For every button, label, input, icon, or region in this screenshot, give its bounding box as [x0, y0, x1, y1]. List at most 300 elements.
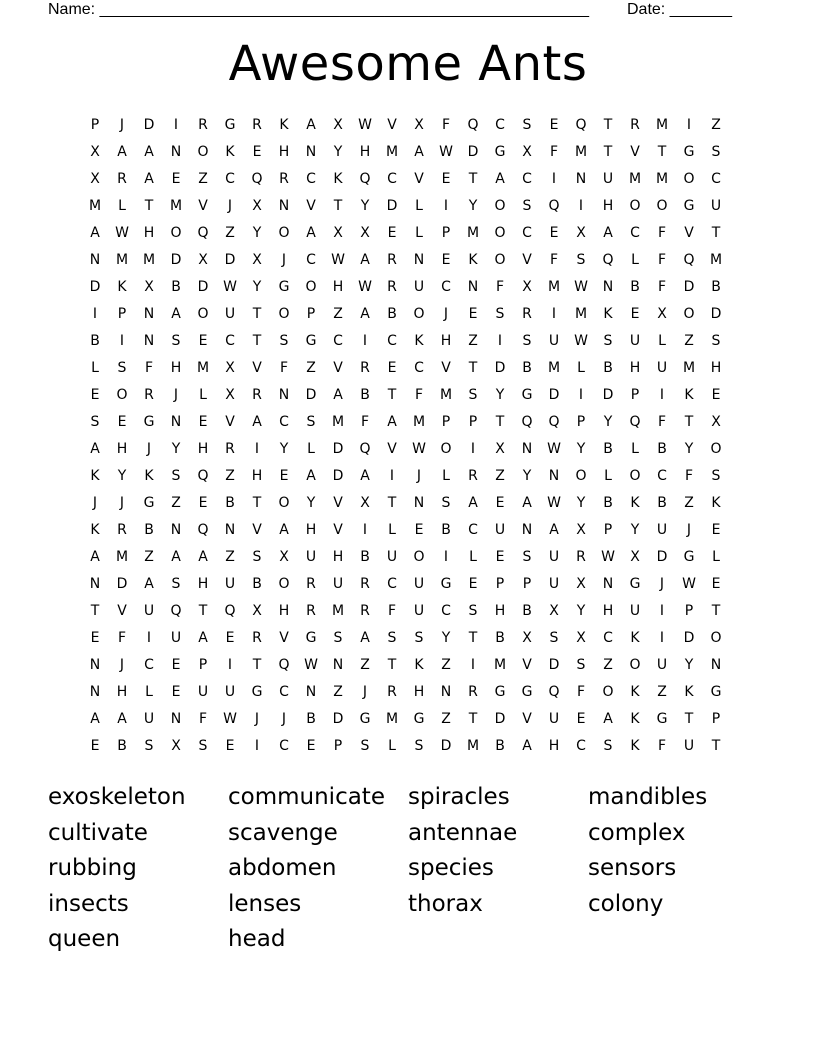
- grid-letter[interactable]: D: [332, 441, 345, 457]
- grid-letter[interactable]: Y: [468, 198, 479, 214]
- grid-letter[interactable]: O: [440, 441, 453, 457]
- grid-letter[interactable]: G: [710, 684, 723, 700]
- grid-letter[interactable]: C: [387, 171, 398, 187]
- grid-letter[interactable]: A: [171, 306, 182, 322]
- grid-letter[interactable]: Q: [521, 414, 534, 430]
- grid-letter[interactable]: R: [360, 360, 371, 376]
- grid-letter[interactable]: T: [711, 603, 722, 619]
- grid-letter[interactable]: L: [577, 360, 586, 376]
- grid-letter[interactable]: M: [709, 252, 724, 268]
- grid-letter[interactable]: G: [413, 711, 426, 727]
- grid-letter[interactable]: Q: [224, 603, 237, 619]
- grid-letter[interactable]: V: [279, 630, 290, 646]
- grid-letter[interactable]: N: [305, 684, 318, 700]
- grid-letter[interactable]: Q: [602, 252, 615, 268]
- grid-letter[interactable]: M: [142, 252, 157, 268]
- grid-letter[interactable]: J: [416, 468, 423, 484]
- grid-letter[interactable]: U: [197, 684, 210, 700]
- grid-letter[interactable]: L: [118, 198, 127, 214]
- grid-letter[interactable]: F: [657, 414, 668, 430]
- grid-letter[interactable]: F: [549, 144, 560, 160]
- grid-letter[interactable]: E: [495, 495, 506, 511]
- grid-letter[interactable]: S: [495, 306, 506, 322]
- grid-letter[interactable]: V: [306, 198, 317, 214]
- grid-letter[interactable]: Y: [306, 495, 317, 511]
- grid-letter[interactable]: T: [468, 360, 479, 376]
- grid-letter[interactable]: C: [657, 468, 668, 484]
- grid-letter[interactable]: H: [629, 360, 642, 376]
- grid-letter[interactable]: J: [146, 441, 153, 457]
- grid-letter[interactable]: M: [466, 225, 481, 241]
- grid-letter[interactable]: I: [551, 306, 558, 322]
- grid-letter[interactable]: N: [548, 468, 561, 484]
- grid-letter[interactable]: T: [198, 603, 209, 619]
- grid-letter[interactable]: X: [171, 738, 182, 754]
- grid-letter[interactable]: D: [548, 657, 561, 673]
- grid-letter[interactable]: B: [252, 576, 263, 592]
- grid-letter[interactable]: H: [197, 576, 210, 592]
- grid-letter[interactable]: Z: [225, 468, 236, 484]
- grid-letter[interactable]: F: [657, 252, 668, 268]
- grid-letter[interactable]: N: [170, 522, 183, 538]
- grid-letter[interactable]: D: [494, 711, 507, 727]
- grid-letter[interactable]: A: [495, 171, 506, 187]
- grid-letter[interactable]: X: [522, 279, 533, 295]
- grid-letter[interactable]: M: [385, 144, 400, 160]
- grid-letter[interactable]: R: [360, 576, 371, 592]
- grid-letter[interactable]: M: [196, 360, 211, 376]
- grid-letter[interactable]: M: [331, 414, 346, 430]
- grid-letter[interactable]: W: [574, 333, 589, 349]
- grid-letter[interactable]: X: [549, 603, 560, 619]
- grid-letter[interactable]: M: [439, 387, 454, 403]
- grid-letter[interactable]: C: [279, 414, 290, 430]
- grid-letter[interactable]: S: [90, 414, 101, 430]
- grid-letter[interactable]: P: [441, 225, 452, 241]
- grid-letter[interactable]: N: [89, 576, 102, 592]
- grid-letter[interactable]: W: [547, 441, 562, 457]
- grid-letter[interactable]: M: [493, 657, 508, 673]
- grid-letter[interactable]: N: [521, 522, 534, 538]
- grid-letter[interactable]: L: [415, 225, 424, 241]
- grid-letter[interactable]: R: [387, 252, 398, 268]
- grid-letter[interactable]: O: [197, 144, 210, 160]
- grid-letter[interactable]: I: [227, 657, 234, 673]
- grid-letter[interactable]: D: [143, 117, 156, 133]
- grid-letter[interactable]: E: [252, 144, 263, 160]
- grid-letter[interactable]: U: [332, 576, 345, 592]
- grid-letter[interactable]: A: [90, 225, 101, 241]
- grid-letter[interactable]: P: [603, 522, 614, 538]
- grid-letter[interactable]: X: [360, 495, 371, 511]
- grid-letter[interactable]: S: [603, 333, 614, 349]
- grid-letter[interactable]: X: [576, 522, 587, 538]
- grid-letter[interactable]: D: [197, 279, 210, 295]
- grid-letter[interactable]: J: [281, 252, 288, 268]
- grid-letter[interactable]: X: [495, 441, 506, 457]
- grid-letter[interactable]: F: [387, 603, 398, 619]
- grid-letter[interactable]: T: [252, 657, 263, 673]
- grid-letter[interactable]: X: [576, 225, 587, 241]
- grid-letter[interactable]: W: [358, 279, 373, 295]
- grid-letter[interactable]: X: [657, 306, 668, 322]
- grid-letter[interactable]: J: [119, 495, 126, 511]
- grid-letter[interactable]: I: [659, 630, 666, 646]
- grid-letter[interactable]: H: [278, 603, 291, 619]
- grid-letter[interactable]: R: [522, 306, 533, 322]
- grid-letter[interactable]: R: [387, 279, 398, 295]
- grid-letter[interactable]: H: [602, 198, 615, 214]
- grid-letter[interactable]: B: [711, 279, 722, 295]
- grid-letter[interactable]: G: [656, 711, 669, 727]
- grid-letter[interactable]: X: [522, 144, 533, 160]
- grid-letter[interactable]: H: [494, 603, 507, 619]
- grid-letter[interactable]: X: [144, 279, 155, 295]
- grid-letter[interactable]: X: [279, 549, 290, 565]
- grid-letter[interactable]: Z: [441, 657, 452, 673]
- grid-letter[interactable]: U: [224, 576, 237, 592]
- grid-letter[interactable]: K: [333, 171, 344, 187]
- grid-letter[interactable]: H: [332, 549, 345, 565]
- grid-letter[interactable]: A: [198, 549, 209, 565]
- grid-letter[interactable]: L: [631, 441, 640, 457]
- grid-letter[interactable]: R: [279, 171, 290, 187]
- grid-letter[interactable]: V: [522, 711, 533, 727]
- grid-letter[interactable]: E: [711, 576, 722, 592]
- grid-letter[interactable]: R: [252, 117, 263, 133]
- grid-letter[interactable]: D: [332, 711, 345, 727]
- grid-letter[interactable]: T: [468, 630, 479, 646]
- grid-letter[interactable]: K: [603, 306, 614, 322]
- grid-letter[interactable]: Z: [468, 333, 479, 349]
- grid-letter[interactable]: J: [119, 657, 126, 673]
- grid-letter[interactable]: B: [90, 333, 101, 349]
- grid-letter[interactable]: E: [441, 252, 452, 268]
- grid-letter[interactable]: M: [655, 117, 670, 133]
- grid-letter[interactable]: B: [360, 387, 371, 403]
- grid-letter[interactable]: E: [279, 468, 290, 484]
- grid-letter[interactable]: S: [576, 657, 587, 673]
- grid-letter[interactable]: W: [412, 441, 427, 457]
- grid-letter[interactable]: E: [198, 333, 209, 349]
- grid-letter[interactable]: M: [547, 279, 562, 295]
- grid-letter[interactable]: W: [223, 711, 238, 727]
- grid-letter[interactable]: B: [387, 306, 398, 322]
- grid-letter[interactable]: M: [115, 549, 130, 565]
- grid-letter[interactable]: I: [362, 522, 369, 538]
- grid-letter[interactable]: K: [684, 684, 695, 700]
- grid-letter[interactable]: F: [576, 684, 587, 700]
- grid-letter[interactable]: F: [279, 360, 290, 376]
- grid-letter[interactable]: S: [198, 738, 209, 754]
- grid-letter[interactable]: K: [468, 252, 479, 268]
- grid-letter[interactable]: R: [117, 171, 128, 187]
- grid-letter[interactable]: U: [629, 603, 642, 619]
- grid-letter[interactable]: O: [413, 549, 426, 565]
- grid-letter[interactable]: V: [414, 171, 425, 187]
- grid-letter[interactable]: E: [576, 711, 587, 727]
- grid-letter[interactable]: C: [603, 630, 614, 646]
- grid-letter[interactable]: W: [331, 252, 346, 268]
- grid-letter[interactable]: A: [144, 171, 155, 187]
- grid-letter[interactable]: A: [144, 144, 155, 160]
- grid-letter[interactable]: E: [171, 171, 182, 187]
- grid-letter[interactable]: C: [576, 738, 587, 754]
- grid-letter[interactable]: X: [576, 576, 587, 592]
- grid-letter[interactable]: X: [90, 171, 101, 187]
- grid-letter[interactable]: X: [522, 630, 533, 646]
- grid-letter[interactable]: H: [143, 225, 156, 241]
- grid-letter[interactable]: U: [548, 549, 561, 565]
- grid-letter[interactable]: G: [251, 684, 264, 700]
- grid-letter[interactable]: C: [306, 171, 317, 187]
- grid-letter[interactable]: F: [549, 252, 560, 268]
- grid-letter[interactable]: L: [442, 468, 451, 484]
- grid-letter[interactable]: Z: [171, 495, 182, 511]
- grid-letter[interactable]: Y: [279, 441, 290, 457]
- grid-letter[interactable]: N: [143, 333, 156, 349]
- grid-letter[interactable]: R: [576, 549, 587, 565]
- grid-letter[interactable]: T: [387, 495, 398, 511]
- grid-letter[interactable]: D: [386, 198, 399, 214]
- grid-letter[interactable]: C: [225, 333, 236, 349]
- grid-letter[interactable]: Z: [144, 549, 155, 565]
- grid-letter[interactable]: X: [252, 252, 263, 268]
- grid-letter[interactable]: E: [198, 414, 209, 430]
- grid-letter[interactable]: A: [603, 225, 614, 241]
- grid-letter[interactable]: E: [549, 117, 560, 133]
- grid-letter[interactable]: Z: [306, 360, 317, 376]
- grid-letter[interactable]: S: [576, 252, 587, 268]
- grid-letter[interactable]: E: [306, 738, 317, 754]
- grid-letter[interactable]: U: [413, 603, 426, 619]
- grid-letter[interactable]: A: [468, 495, 479, 511]
- grid-letter[interactable]: N: [170, 144, 183, 160]
- grid-letter[interactable]: V: [333, 522, 344, 538]
- grid-letter[interactable]: T: [495, 414, 506, 430]
- grid-letter[interactable]: S: [144, 738, 155, 754]
- grid-letter[interactable]: K: [117, 279, 128, 295]
- grid-letter[interactable]: M: [115, 252, 130, 268]
- grid-letter[interactable]: C: [522, 171, 533, 187]
- grid-letter[interactable]: J: [173, 387, 180, 403]
- grid-letter[interactable]: T: [144, 198, 155, 214]
- grid-letter[interactable]: I: [173, 117, 180, 133]
- grid-letter[interactable]: O: [710, 441, 723, 457]
- grid-letter[interactable]: N: [224, 522, 237, 538]
- grid-letter[interactable]: P: [711, 711, 722, 727]
- grid-letter[interactable]: K: [144, 468, 155, 484]
- grid-letter[interactable]: Q: [467, 117, 480, 133]
- grid-letter[interactable]: S: [279, 333, 290, 349]
- grid-letter[interactable]: Y: [441, 630, 452, 646]
- grid-letter[interactable]: A: [387, 414, 398, 430]
- grid-letter[interactable]: G: [224, 117, 237, 133]
- grid-letter[interactable]: W: [547, 495, 562, 511]
- grid-letter[interactable]: X: [711, 414, 722, 430]
- grid-letter[interactable]: S: [360, 738, 371, 754]
- grid-letter[interactable]: C: [279, 684, 290, 700]
- grid-letter[interactable]: E: [711, 522, 722, 538]
- grid-letter[interactable]: O: [683, 171, 696, 187]
- grid-letter[interactable]: H: [413, 684, 426, 700]
- grid-letter[interactable]: E: [387, 225, 398, 241]
- grid-letter[interactable]: E: [414, 522, 425, 538]
- grid-letter[interactable]: B: [225, 495, 236, 511]
- grid-letter[interactable]: F: [657, 738, 668, 754]
- grid-letter[interactable]: L: [388, 738, 397, 754]
- grid-letter[interactable]: U: [224, 684, 237, 700]
- grid-letter[interactable]: E: [225, 738, 236, 754]
- grid-letter[interactable]: D: [683, 279, 696, 295]
- grid-letter[interactable]: E: [495, 549, 506, 565]
- grid-letter[interactable]: R: [387, 684, 398, 700]
- grid-letter[interactable]: O: [305, 279, 318, 295]
- grid-letter[interactable]: H: [440, 333, 453, 349]
- grid-letter[interactable]: Y: [252, 225, 263, 241]
- grid-letter[interactable]: X: [360, 225, 371, 241]
- grid-letter[interactable]: I: [578, 198, 585, 214]
- grid-letter[interactable]: Q: [170, 603, 183, 619]
- grid-letter[interactable]: B: [495, 630, 506, 646]
- grid-letter[interactable]: X: [225, 387, 236, 403]
- grid-letter[interactable]: I: [470, 657, 477, 673]
- grid-letter[interactable]: B: [630, 279, 641, 295]
- grid-letter[interactable]: M: [574, 144, 589, 160]
- grid-letter[interactable]: U: [413, 576, 426, 592]
- grid-letter[interactable]: B: [522, 603, 533, 619]
- grid-letter[interactable]: I: [92, 306, 99, 322]
- grid-letter[interactable]: Y: [684, 657, 695, 673]
- grid-letter[interactable]: N: [440, 684, 453, 700]
- grid-letter[interactable]: H: [197, 441, 210, 457]
- grid-letter[interactable]: A: [333, 387, 344, 403]
- grid-letter[interactable]: B: [603, 495, 614, 511]
- grid-letter[interactable]: M: [628, 171, 643, 187]
- grid-letter[interactable]: K: [225, 144, 236, 160]
- grid-letter[interactable]: X: [576, 630, 587, 646]
- grid-letter[interactable]: Z: [684, 333, 695, 349]
- grid-letter[interactable]: H: [602, 603, 615, 619]
- grid-letter[interactable]: I: [551, 171, 558, 187]
- grid-letter[interactable]: O: [575, 468, 588, 484]
- grid-letter[interactable]: W: [682, 576, 697, 592]
- grid-letter[interactable]: B: [171, 279, 182, 295]
- grid-letter[interactable]: T: [657, 144, 668, 160]
- grid-letter[interactable]: P: [468, 414, 479, 430]
- grid-letter[interactable]: J: [443, 306, 450, 322]
- grid-letter[interactable]: Z: [225, 225, 236, 241]
- grid-letter[interactable]: B: [657, 495, 668, 511]
- grid-letter[interactable]: H: [116, 684, 129, 700]
- grid-letter[interactable]: W: [574, 279, 589, 295]
- grid-letter[interactable]: K: [414, 657, 425, 673]
- grid-letter[interactable]: I: [578, 387, 585, 403]
- grid-letter[interactable]: I: [470, 441, 477, 457]
- grid-letter[interactable]: G: [278, 279, 291, 295]
- grid-letter[interactable]: M: [331, 603, 346, 619]
- grid-letter[interactable]: K: [630, 495, 641, 511]
- grid-letter[interactable]: Q: [197, 468, 210, 484]
- grid-letter[interactable]: Y: [333, 144, 344, 160]
- grid-letter[interactable]: N: [413, 252, 426, 268]
- grid-letter[interactable]: T: [468, 171, 479, 187]
- grid-letter[interactable]: Z: [684, 495, 695, 511]
- grid-letter[interactable]: Z: [225, 549, 236, 565]
- grid-letter[interactable]: K: [711, 495, 722, 511]
- grid-letter[interactable]: S: [387, 630, 398, 646]
- grid-letter[interactable]: I: [362, 333, 369, 349]
- grid-letter[interactable]: G: [494, 144, 507, 160]
- grid-letter[interactable]: S: [333, 630, 344, 646]
- grid-letter[interactable]: I: [659, 387, 666, 403]
- grid-letter[interactable]: P: [90, 117, 101, 133]
- grid-letter[interactable]: I: [443, 198, 450, 214]
- grid-letter[interactable]: P: [198, 657, 209, 673]
- grid-letter[interactable]: N: [305, 144, 318, 160]
- grid-letter[interactable]: W: [223, 279, 238, 295]
- grid-letter[interactable]: U: [548, 576, 561, 592]
- grid-letter[interactable]: O: [602, 684, 615, 700]
- grid-letter[interactable]: P: [333, 738, 344, 754]
- grid-letter[interactable]: M: [88, 198, 103, 214]
- grid-letter[interactable]: A: [117, 711, 128, 727]
- grid-letter[interactable]: R: [468, 468, 479, 484]
- grid-letter[interactable]: C: [306, 252, 317, 268]
- grid-letter[interactable]: I: [443, 549, 450, 565]
- grid-letter[interactable]: Y: [117, 468, 128, 484]
- grid-letter[interactable]: V: [333, 495, 344, 511]
- grid-letter[interactable]: A: [198, 630, 209, 646]
- grid-letter[interactable]: D: [332, 468, 345, 484]
- grid-letter[interactable]: O: [197, 306, 210, 322]
- grid-letter[interactable]: K: [90, 468, 101, 484]
- grid-letter[interactable]: Y: [576, 603, 587, 619]
- grid-letter[interactable]: F: [360, 414, 371, 430]
- grid-letter[interactable]: U: [413, 279, 426, 295]
- grid-letter[interactable]: H: [548, 738, 561, 754]
- grid-letter[interactable]: V: [387, 117, 398, 133]
- grid-letter[interactable]: B: [144, 522, 155, 538]
- grid-letter[interactable]: H: [332, 279, 345, 295]
- grid-letter[interactable]: Z: [711, 117, 722, 133]
- grid-letter[interactable]: M: [655, 171, 670, 187]
- grid-letter[interactable]: E: [90, 387, 101, 403]
- grid-letter[interactable]: Q: [251, 171, 264, 187]
- grid-letter[interactable]: C: [387, 576, 398, 592]
- grid-letter[interactable]: N: [170, 711, 183, 727]
- grid-letter[interactable]: O: [494, 225, 507, 241]
- grid-letter[interactable]: S: [522, 117, 533, 133]
- grid-letter[interactable]: C: [387, 333, 398, 349]
- grid-letter[interactable]: Z: [360, 657, 371, 673]
- grid-letter[interactable]: U: [494, 522, 507, 538]
- grid-letter[interactable]: G: [305, 333, 318, 349]
- grid-letter[interactable]: O: [656, 198, 669, 214]
- grid-letter[interactable]: N: [413, 495, 426, 511]
- grid-letter[interactable]: R: [306, 576, 317, 592]
- grid-letter[interactable]: W: [601, 549, 616, 565]
- grid-letter[interactable]: U: [656, 360, 669, 376]
- grid-letter[interactable]: A: [414, 144, 425, 160]
- grid-letter[interactable]: C: [144, 657, 155, 673]
- grid-letter[interactable]: W: [304, 657, 319, 673]
- grid-letter[interactable]: S: [603, 738, 614, 754]
- grid-letter[interactable]: Y: [576, 495, 587, 511]
- grid-letter[interactable]: J: [362, 684, 369, 700]
- grid-letter[interactable]: D: [494, 360, 507, 376]
- grid-letter[interactable]: B: [603, 360, 614, 376]
